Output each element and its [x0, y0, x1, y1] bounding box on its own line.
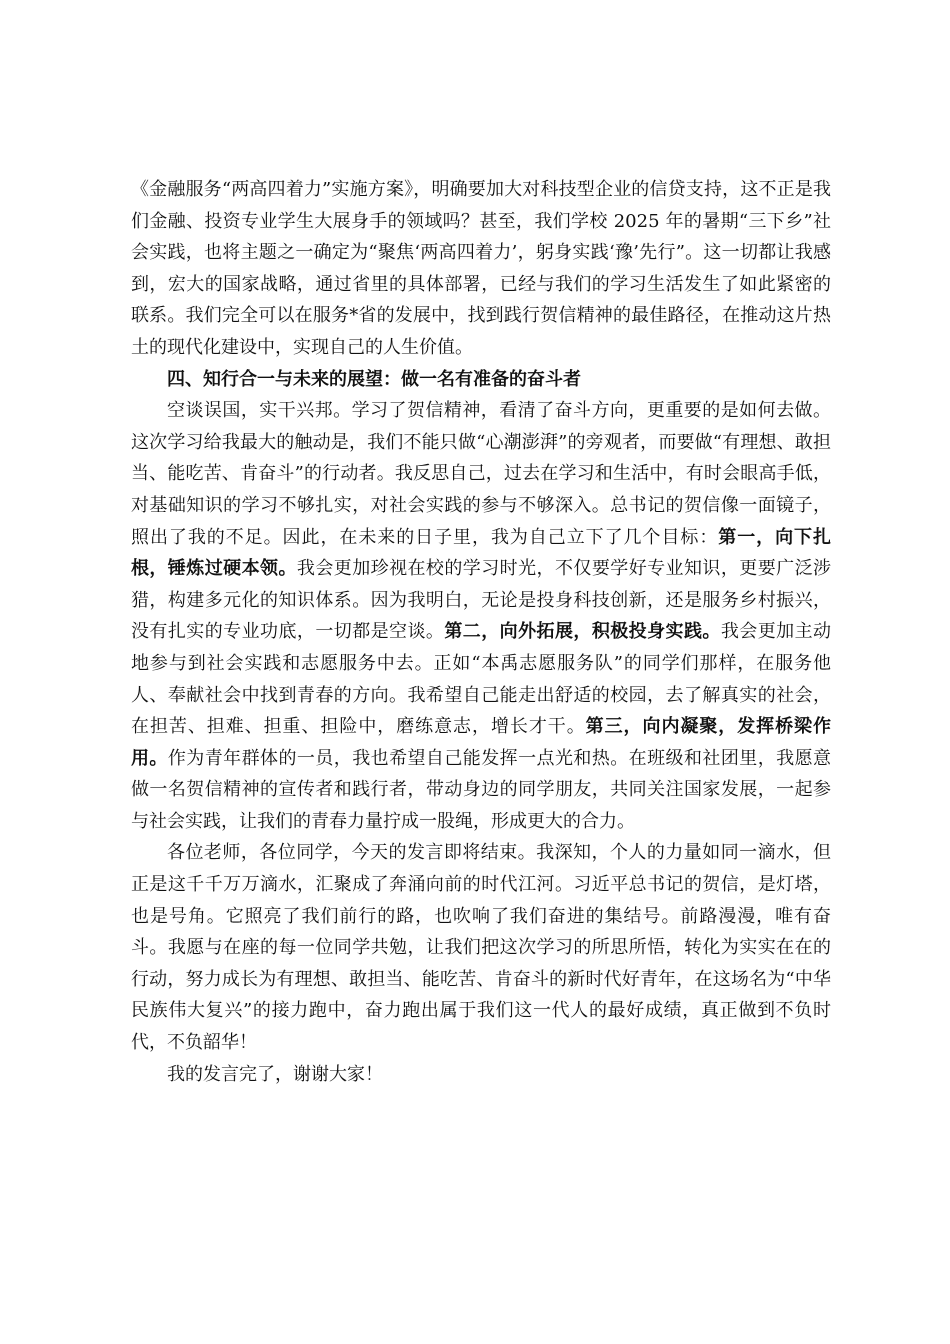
paragraph-thanks: 我的发言完了，谢谢大家！	[167, 1063, 383, 1085]
goal-one-bold: 第一，向下扎根，锤炼过硬本领。	[131, 526, 832, 580]
section-heading-four: 四、知行合一与未来的展望：做一名有准备的奋斗者	[167, 368, 581, 390]
goal-three-bold: 第三，向内凝聚，发挥桥梁作用。	[131, 716, 832, 769]
goal-two-bold: 第二，向外拓展，积极投身实践。	[444, 621, 721, 643]
paragraph-closing: 各位老师，各位同学，今天的发言即将结束。我深知，个人的力量如同一滴水，但正是这千千万万滴水，汇聚成了奔涌向前的时代江河。习近平总书记的贺信，是灯塔，也是号角。它照亮了我们前行的路，也吹响了我们奋进的集结号。前路漫漫，唯有奋斗。我愿与在座的每一位同学共勉，让我们把这次学习的所思所悟，转化为实实在在的行动，努力成长为有理想、敢担当、能吃苦、肯奋斗的新时代好青年，在这场名为“中华民族伟大复兴”的接力跑中，奋力跑出属于我们这一代人的最好成绩，真正做到不负时代，不负韶华！	[131, 842, 831, 1054]
paragraph-text: 我会更加珍视在校的学习时光，不仅要学好专业知识，更要广泛涉猎，构建多元化的知识体系。因为我明白，无论是投身科技创新，还是服务乡村振兴，没有扎实的专业功底，一切都是空谈。	[131, 558, 832, 643]
document-page	[131, 174, 831, 1090]
paragraph-text: 空谈误国，实干兴邦。学习了贺信精神，看清了奋斗方向，更重要的是如何去做。这次学习给我最大的触动是，我们不能只做“心潮澎湃”的旁观者，而要做“有理想、敢担当、能吃苦、肯奋斗”的行动者。我反思自己，过去在学习和生活中，有时会眼高手低，对基础知识的学习不够扎实，对社会实践的参与不够深入。总书记的贺信像一面镜子，照出了我的不足。因此，在未来的日子里，我为自己立下了几个目标：	[131, 400, 831, 548]
paragraph-action-goals	[131, 395, 831, 837]
paragraph-text: 作为青年群体的一员，我也希望自己能发挥一点光和热。在班级和社团里，我愿意做一名贺信精神的宣传者和践行者，带动身边的同学朋友，共同关注国家发展，一起参与社会实践，让我们的青春力量拧成一股绳，形成更大的合力。	[131, 747, 832, 832]
paragraph-continued: 《金融服务“两高四着力”实施方案》，明确要加大对科技型企业的信贷支持，这不正是我们金融、投资专业学生大展身手的领域吗？甚至，我们学校 2025 年的暑期“三下乡”社会实践，也将主题之一确定为“聚焦‘两高四着力’，躬身实践‘豫’先行”。这一切都让我感到，宏大的国家战略，通过省里的具体部署，已经与我们的学习生活发生了如此紧密的联系。我们完全可以在服务*省的发展中，找到践行贺信精神的最佳路径，在推动这片热土的现代化建设中，实现自己的人生价值。	[131, 179, 831, 358]
paragraph-text: 我会更加主动地参与到社会实践和志愿服务中去。正如“本禹志愿服务队”的同学们那样，在服务他人、奉献社会中找到青春的方向。我希望自己能走出舒适的校园，去了解真实的社会，在担苦、担难、担重、担险中，磨练意志，增长才干。	[131, 621, 832, 738]
